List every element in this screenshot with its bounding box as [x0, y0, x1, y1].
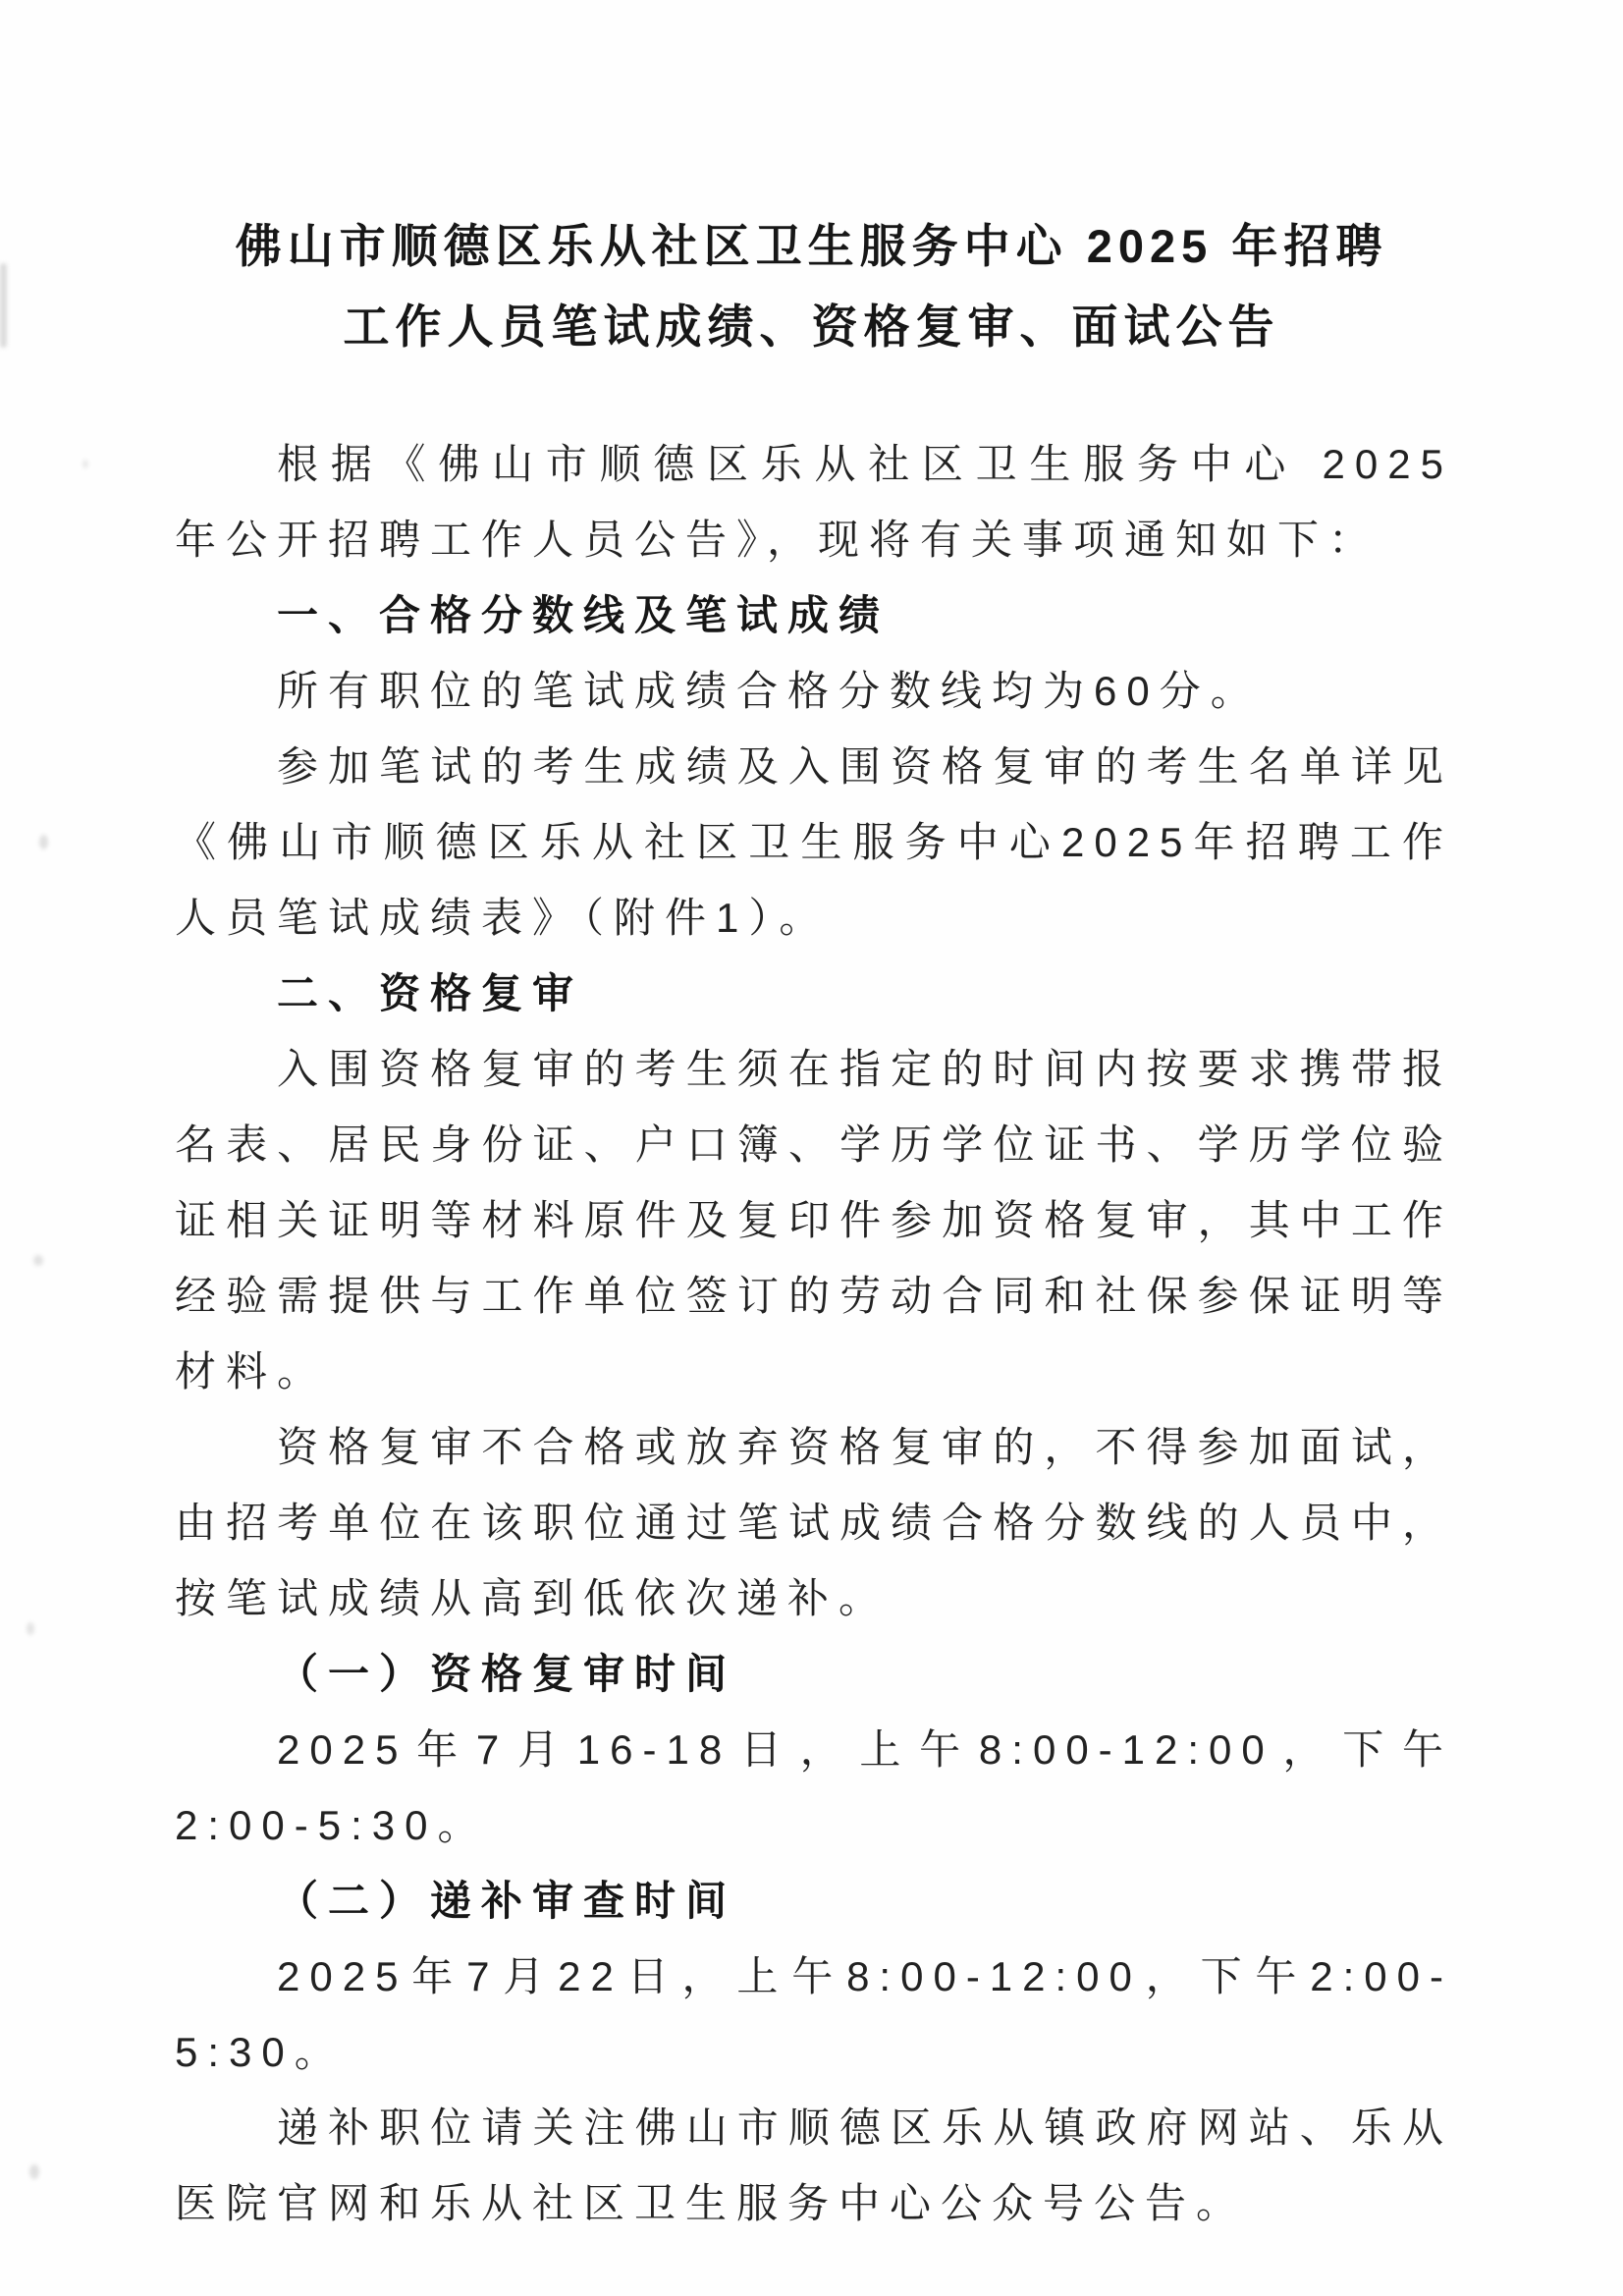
scan-artifact [33, 1255, 43, 1266]
paragraph: 递补职位请关注佛山市顺德区乐从镇政府网站、乐从医院官网和乐从社区卫生服务中心公众号公告。 [175, 2105, 1453, 2226]
scan-artifact [29, 2164, 39, 2179]
paragraph: 入围资格复审的考生须在指定的时间内按要求携带报名表、居民身份证、户口簿、学历学位证书、学历学位验证相关证明等材料原件及复印件参加资格复审，其中工作经验需提供与工作单位签订的劳动合同和社保参保证明等材料。 [175, 1046, 1453, 1394]
paragraph: 一、合格分数线及笔试成绩 [277, 592, 891, 638]
scan-artifact [0, 263, 7, 348]
paragraph: （二）递补审查时间 [277, 1878, 737, 1924]
paragraph: 2025年7月16-18日，上午8:00-12:00，下午2:00-5:30。 [175, 1726, 1453, 1848]
document-body [175, 426, 1453, 2241]
paragraph: 根据《佛山市顺德区乐从社区卫生服务中心 2025 年公开招聘工作人员公告》，现将有关事项通知如下： [175, 441, 1453, 563]
scan-artifact [27, 1622, 34, 1635]
paragraph: 二、资格复审 [277, 970, 584, 1016]
scan-artifact [39, 835, 48, 849]
paragraph: 2025年7月22日，上午8:00-12:00，下午2:00-5:30。 [175, 1953, 1453, 2075]
paragraph: 资格复审不合格或放弃资格复审的，不得参加面试，由招考单位在该职位通过笔试成绩合格分数线的人员中，按笔试成绩从高到低依次递补。 [175, 1424, 1453, 1621]
paragraph: （一）资格复审时间 [277, 1651, 737, 1697]
document-title-line2: 工作人员笔试成绩、资格复审、面试公告 [343, 301, 1280, 353]
paragraph: 所有职位的笔试成绩合格分数线均为60分。 [277, 668, 1262, 714]
paragraph: 参加笔试的考生成绩及入围资格复审的考生名单详见《佛山市顺德区乐从社区卫生服务中心2025年招聘工作人员笔试成绩表》（附件1）。 [175, 743, 1453, 941]
scan-artifact [82, 460, 88, 468]
document-title [0, 0, 1623, 367]
document-title-line1: 佛山市顺德区乐从社区卫生服务中心 2025 年招聘 [235, 220, 1388, 272]
